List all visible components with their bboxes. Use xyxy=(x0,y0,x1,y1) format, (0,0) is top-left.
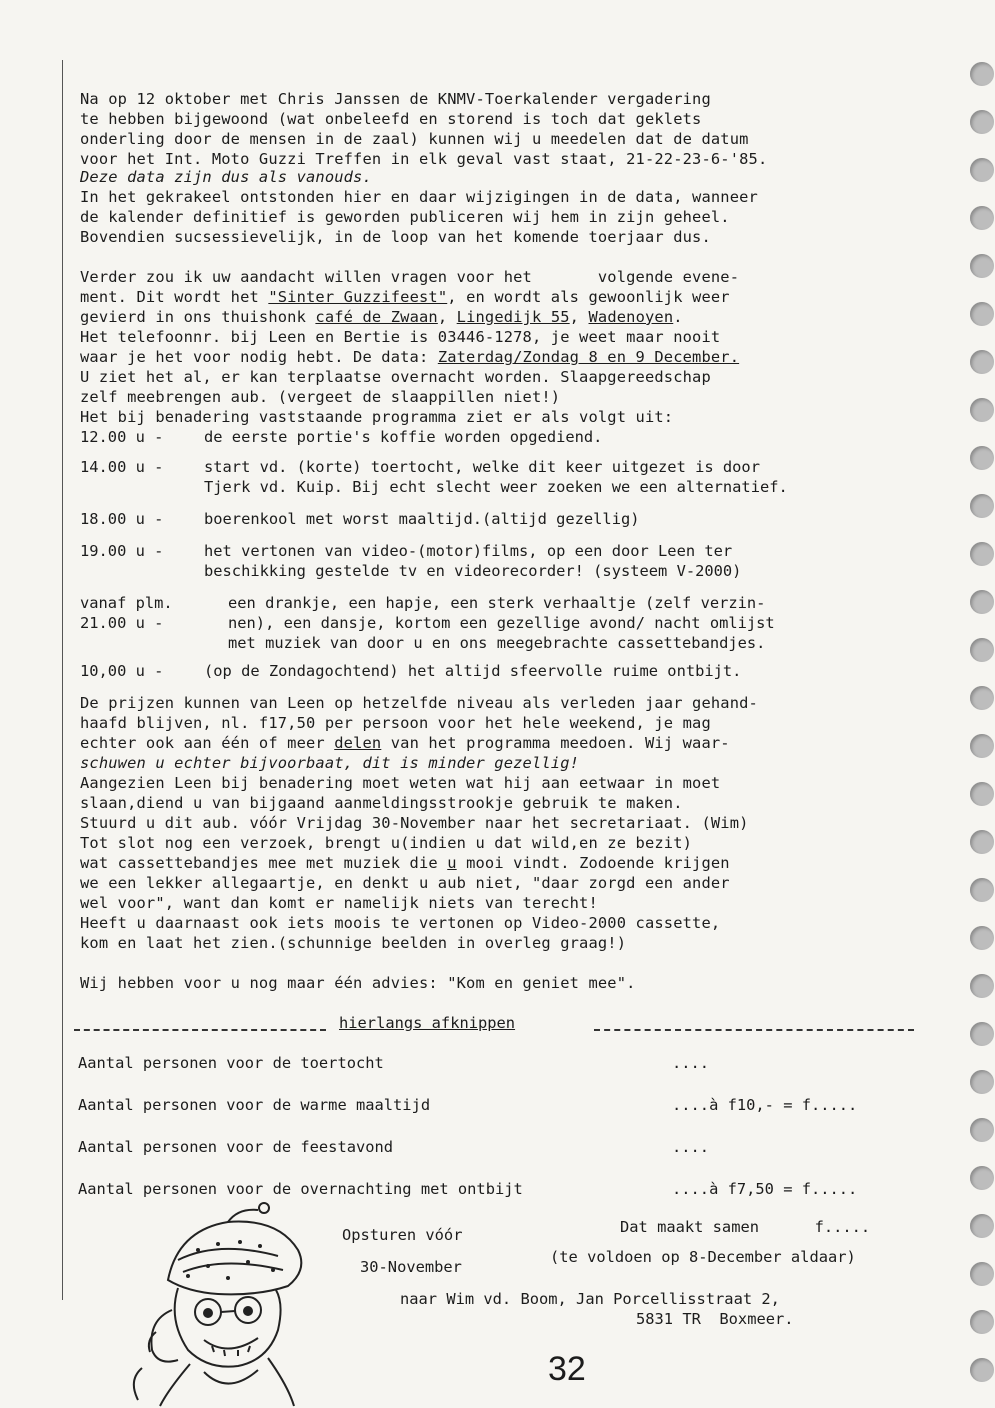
closing-line: Heeft u daarnaast ook iets moois te vertonen op Video-2000 cassette, xyxy=(80,914,721,932)
u-word: u xyxy=(447,854,457,872)
event-line: waar je het voor nodig hebt. De data: Zaterdag/Zondag 8 en 9 December. xyxy=(80,348,740,366)
program-time: vanaf plm. xyxy=(80,594,173,612)
event-line: U ziet het al, er kan terplaatse overnacht worden. Slaapgereedschap xyxy=(80,368,711,386)
intro-line: Bovendien sucsessievelijk, in de loop van het komende toerjaar dus. xyxy=(80,228,711,246)
program-time: 21.00 u - xyxy=(80,614,164,632)
event-line: Verder zou ik uw aandacht willen vragen voor het volgende evene- xyxy=(80,268,740,286)
intro-line: onderling door de mensen in de zaal) kunnen wij u meedelen dat de datum xyxy=(80,130,749,148)
form-label: Aantal personen voor de overnachting met ontbijt xyxy=(78,1180,523,1198)
form-field[interactable]: .... xyxy=(672,1054,710,1072)
intro-line: de kalender definitief is geworden publiceren wij hem in zijn geheel. xyxy=(80,208,730,226)
closing-line: Aangezien Leen bij benadering moet weten wat hij aan eetwaar in moet xyxy=(80,774,721,792)
punch-hole-icon xyxy=(970,878,994,902)
form-row xyxy=(78,1138,918,1158)
closing-line: De prijzen kunnen van Leen op hetzelfde niveau als verleden jaar gehand- xyxy=(80,694,758,712)
punch-hole-icon xyxy=(970,1118,994,1142)
closing-line: slaan,diend u van bijgaand aanmeldingsstrookje gebruik te maken. xyxy=(80,794,683,812)
form-label: Aantal personen voor de warme maaltijd xyxy=(78,1096,431,1114)
closing-line: Stuurd u dit aub. vóór Vrijdag 30-November naar het secretariaat. (Wim) xyxy=(80,814,749,832)
address-line: naar Wim vd. Boom, Jan Porcellisstraat 2, xyxy=(400,1290,780,1308)
punch-hole-icon xyxy=(970,350,994,374)
program-desc: (op de Zondagochtend) het altijd sfeervolle ruime ontbijt. xyxy=(204,662,742,680)
program-desc: boerenkool met worst maaltijd.(altijd gezellig) xyxy=(204,510,640,528)
program-time: 12.00 u - xyxy=(80,428,164,446)
punch-hole-icon xyxy=(970,830,994,854)
closing-line: echter ook aan één of meer delen van het programma meedoen. Wij waar- xyxy=(80,734,730,752)
form-field[interactable]: .... xyxy=(672,1138,710,1156)
punch-hole-icon xyxy=(970,542,994,566)
dashed-line xyxy=(594,1029,914,1031)
intro-line: In het gekrakeel ontstonden hier en daar wijzigingen in de data, wanneer xyxy=(80,188,758,206)
event-name: "Sinter Guzzifeest" xyxy=(268,288,448,306)
punch-hole-icon xyxy=(970,686,994,710)
form-row xyxy=(78,1096,918,1116)
event-line: ment. Dit wordt het "Sinter Guzzifeest", en wordt als gewoonlijk weer xyxy=(80,288,730,306)
total-line: Dat maakt samen f..... xyxy=(620,1218,871,1236)
punch-hole-icon xyxy=(970,158,994,182)
venue-town: Wadenoyen xyxy=(588,308,674,326)
event-line: Het bij benadering vaststaande programma ziet er als volgt uit: xyxy=(80,408,674,426)
address-line: 5831 TR Boxmeer. xyxy=(636,1310,794,1328)
punch-hole-icon xyxy=(970,1070,994,1094)
punch-hole-icon xyxy=(970,302,994,326)
program-desc: start vd. (korte) toertocht, welke dit keer uitgezet is door xyxy=(204,458,760,476)
program-desc: Tjerk vd. Kuip. Bij echt slecht weer zoeken we een alternatief. xyxy=(204,478,788,496)
closing-line: wel voor", want dan komt er namelijk niets van terecht! xyxy=(80,894,598,912)
send-before-label: Opsturen vóór xyxy=(342,1226,463,1244)
event-line: Het telefoonnr. bij Leen en Bertie is 03446-1278, je weet maar nooit xyxy=(80,328,721,346)
punch-hole-icon xyxy=(970,1310,994,1334)
cut-label: hierlangs afknippen xyxy=(339,1014,516,1032)
program-time: 18.00 u - xyxy=(80,510,164,528)
closing-line: schuwen u echter bijvoorbaat, dit is minder gezellig! xyxy=(80,754,580,772)
punch-hole-icon xyxy=(970,974,994,998)
form-row xyxy=(78,1054,918,1074)
punch-hole-icon xyxy=(970,254,994,278)
punch-hole-icon xyxy=(970,590,994,614)
punch-hole-icon xyxy=(970,1214,994,1238)
closing-line: wat cassettebandjes mee met muziek die u mooi vindt. Zodoende krijgen xyxy=(80,854,730,872)
cut-line xyxy=(74,1014,914,1038)
venue-name: café de Zwaan xyxy=(315,308,438,326)
mascot-illustration-icon xyxy=(108,1200,336,1408)
punch-hole-icon xyxy=(970,1022,994,1046)
punch-hole-icon xyxy=(970,734,994,758)
program-desc: het vertonen van video-(motor)films, op een door Leen ter xyxy=(204,542,733,560)
event-line: gevierd in ons thuishonk café de Zwaan, Lingedijk 55, Wadenoyen. xyxy=(80,308,683,326)
punch-hole-icon xyxy=(970,110,994,134)
venue-street: Lingedijk 55 xyxy=(456,308,570,326)
form-field[interactable]: ....à f10,- = f..... xyxy=(672,1096,858,1114)
binder-holes xyxy=(966,50,995,1408)
intro-line: voor het Int. Moto Guzzi Treffen in elk geval vast staat, 21-22-23-6-'85. xyxy=(80,150,768,168)
closing-line: haafd blijven, nl. f17,50 per persoon voor het hele weekend, je mag xyxy=(80,714,711,732)
program-desc: een drankje, een hapje, een sterk verhaaltje (zelf verzin- xyxy=(228,594,766,612)
form-row xyxy=(78,1180,918,1200)
intro-line: Deze data zijn dus als vanouds. xyxy=(80,168,372,186)
page-number: 32 xyxy=(548,1350,586,1388)
form-field[interactable]: ....à f7,50 = f..... xyxy=(672,1180,858,1198)
punch-hole-icon xyxy=(970,782,994,806)
punch-hole-icon xyxy=(970,926,994,950)
payment-note: (te voldoen op 8-December aldaar) xyxy=(550,1248,856,1266)
margin-line xyxy=(62,60,63,1300)
program-desc: de eerste portie's koffie worden opgediend. xyxy=(204,428,603,446)
intro-line: te hebben bijgewoond (wat onbeleefd en storend is toch dat geklets xyxy=(80,110,702,128)
punch-hole-icon xyxy=(970,1166,994,1190)
program-desc: met muziek van door u en ons meegebrachte cassettebandjes. xyxy=(228,634,766,652)
program-time: 14.00 u - xyxy=(80,458,164,476)
closing-line: kom en laat het zien.(schunnige beelden in overleg graag!) xyxy=(80,934,627,952)
closing-line: Tot slot nog een verzoek, brengt u(indien u dat wild,en ze bezit) xyxy=(80,834,693,852)
punch-hole-icon xyxy=(970,1262,994,1286)
form-label: Aantal personen voor de toertocht xyxy=(78,1054,384,1072)
program-desc: beschikking gestelde tv en videorecorder! (systeem V-2000) xyxy=(204,562,742,580)
program-desc: nen), een dansje, kortom een gezellige avond/ nacht omlijst xyxy=(228,614,775,632)
advice-line: Wij hebben voor u nog maar één advies: "Kom en geniet mee". xyxy=(80,974,636,992)
form-label: Aantal personen voor de feestavond xyxy=(78,1138,394,1156)
event-dates: Zaterdag/Zondag 8 en 9 December. xyxy=(437,348,740,366)
delen-word: delen xyxy=(334,734,382,752)
punch-hole-icon xyxy=(970,206,994,230)
punch-hole-icon xyxy=(970,638,994,662)
program-time: 19.00 u - xyxy=(80,542,164,560)
event-line: zelf meebrengen aub. (vergeet de slaappillen niet!) xyxy=(80,388,561,406)
punch-hole-icon xyxy=(970,446,994,470)
punch-hole-icon xyxy=(970,494,994,518)
program-time: 10,00 u - xyxy=(80,662,164,680)
punch-hole-icon xyxy=(970,62,994,86)
intro-line: Na op 12 oktober met Chris Janssen de KNMV-Toerkalender vergadering xyxy=(80,90,711,108)
deadline: 30-November xyxy=(360,1258,462,1276)
punch-hole-icon xyxy=(970,1358,994,1382)
closing-line: we een lekker allegaartje, en denkt u aub niet, "daar zorgd een ander xyxy=(80,874,730,892)
punch-hole-icon xyxy=(970,398,994,422)
dashed-line xyxy=(74,1029,326,1031)
